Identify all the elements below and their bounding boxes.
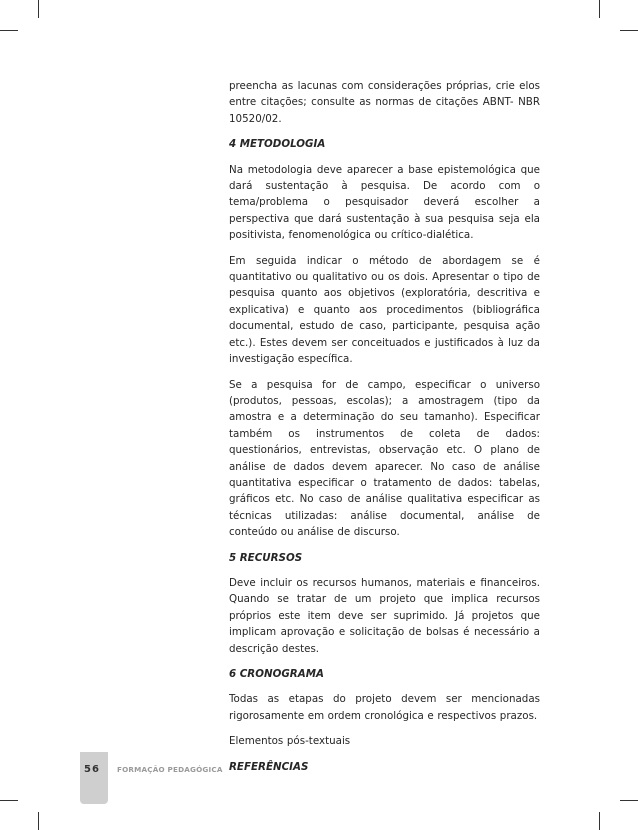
metodologia-paragraph-2: Em seguida indicar o método de abordagem se é quantitativo ou qualitativo ou os dois. Apresentar o tipo de pesquisa quanto aos objetivos (exploratória, descritiva e explicativa) e quanto aos procedimentos (bibliográfica documental, estudo de caso, participante, pesquisa ação etc.). Estes devem ser conceituados e justificados à luz da investigação específica. (229, 254, 540, 366)
footer-tab (80, 752, 108, 804)
crop-mark (0, 800, 18, 801)
heading-referencias: REFERÊNCIAS (229, 760, 309, 773)
recursos-paragraph: Deve incluir os recursos humanos, materiais e financeiros. Quando se tratar de um projeto que implica recursos próprios este item deve ser suprimido. Já projetos que implicam aprovação e solicitação de bolsas é necessário a descrição destes. (229, 576, 540, 655)
cronograma-paragraph: Todas as etapas do projeto devem ser mencionadas rigorosamente em ordem cronológica e respectivos prazos. (229, 693, 540, 722)
crop-mark (38, 0, 39, 18)
metodologia-paragraph-1: Na metodologia deve aparecer a base epistemológica que dará sustentação à pesquisa. De acordo com o tema/problema o pesquisador deverá escolher a perspectiva que dará sustentação à sua pesquisa seja ela positivista, fenomenológica ou crítico-dialética. (229, 163, 540, 242)
heading-cronograma: 6 CRONOGRAMA (229, 668, 324, 680)
crop-mark (0, 30, 18, 31)
crop-mark (599, 812, 600, 830)
crop-mark (620, 30, 638, 31)
intro-paragraph: preencha as lacunas com considerações próprias, crie elos entre citações; consulte as normas de citações ABNT- NBR 10520/02. (229, 80, 540, 125)
page-body (229, 78, 540, 784)
crop-mark (38, 812, 39, 830)
running-title: FORMAÇÃO PEDAGÓGICA (117, 765, 223, 774)
heading-metodologia: 4 METODOLOGIA (229, 138, 326, 151)
page-number: 56 (84, 764, 100, 775)
metodologia-paragraph-3: Se a pesquisa for de campo, especificar o universo (produtos, pessoas, escolas); a amostragem (tipo da amostra e a determinação do seu tamanho). Especificar também os instrumentos de coleta de dados: questionários, entrevistas, observação etc. O plano de análise de dados devem aparecer. No caso de análise quantitativa especificar o tratamento de dados: tabelas, gráficos etc. No caso de análise qualitativa especificar as técnicas utilizadas: análise documental, análise de conteúdo ou análise de discurso. (229, 378, 540, 539)
crop-mark (620, 800, 638, 801)
pos-textuais-paragraph: Elementos pós-textuais (229, 735, 351, 748)
heading-recursos: 5 RECURSOS (229, 551, 303, 564)
crop-mark (599, 0, 600, 18)
